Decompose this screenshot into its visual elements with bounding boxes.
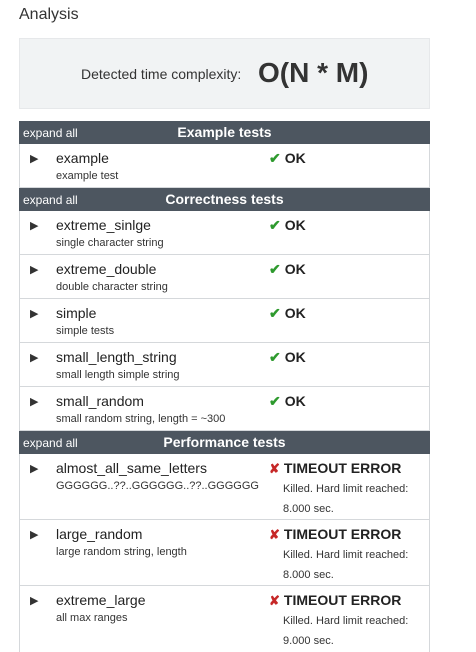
triangle-right-icon[interactable]: ▶ — [30, 308, 39, 320]
checkmark-icon: ✔ — [269, 393, 281, 409]
test-description: GGGGGG..??..GGGGGG..??..GGGGGG — [56, 480, 259, 492]
section-title: Performance tests — [163, 434, 286, 450]
test-row[interactable] — [19, 255, 430, 299]
test-name[interactable]: small_random — [56, 393, 144, 409]
triangle-right-icon[interactable]: ▶ — [30, 153, 39, 165]
test-description: example test — [56, 170, 119, 182]
test-row[interactable] — [19, 144, 430, 188]
checkmark-icon: ✔ — [269, 305, 281, 321]
test-status: ✔ OK — [269, 305, 306, 321]
test-status: ✔ OK — [269, 217, 306, 233]
section-header-performance — [19, 431, 430, 454]
checkmark-icon: ✔ — [269, 349, 281, 365]
section-header-example — [19, 121, 430, 144]
test-row[interactable] — [19, 211, 430, 255]
triangle-right-icon[interactable]: ▶ — [30, 220, 39, 232]
test-status: ✘ TIMEOUT ERROR — [269, 460, 402, 476]
test-row[interactable] — [19, 343, 430, 387]
test-description: double character string — [56, 281, 168, 293]
checkmark-icon: ✔ — [269, 261, 281, 277]
x-mark-icon: ✘ — [269, 593, 280, 608]
test-name[interactable]: extreme_large — [56, 592, 146, 608]
x-mark-icon: ✘ — [269, 461, 280, 476]
test-row[interactable] — [19, 387, 430, 431]
triangle-right-icon[interactable]: ▶ — [30, 352, 39, 364]
test-name[interactable]: large_random — [56, 526, 143, 542]
expand-all-button[interactable]: expand all — [23, 436, 78, 450]
triangle-right-icon[interactable]: ▶ — [30, 264, 39, 276]
test-name[interactable]: extreme_sinlge — [56, 217, 151, 233]
complexity-panel — [19, 38, 430, 109]
test-status: ✔ OK — [269, 150, 306, 166]
test-status: ✘ TIMEOUT ERROR — [269, 592, 402, 608]
x-mark-icon: ✘ — [269, 527, 280, 542]
triangle-right-icon[interactable]: ▶ — [30, 595, 39, 607]
section-title: Example tests — [177, 124, 272, 140]
test-description: small random string, length = ~300 — [56, 413, 226, 425]
test-name[interactable]: almost_all_same_letters — [56, 460, 207, 476]
test-status: ✘ TIMEOUT ERROR — [269, 526, 402, 542]
checkmark-icon: ✔ — [269, 217, 281, 233]
test-status: ✔ OK — [269, 349, 306, 365]
page-title: Analysis — [19, 6, 79, 23]
test-row[interactable] — [19, 299, 430, 343]
test-status: ✔ OK — [269, 393, 306, 409]
test-results — [19, 121, 430, 652]
test-description: all max ranges — [56, 612, 128, 624]
test-name[interactable]: example — [56, 150, 109, 166]
test-name[interactable]: small_length_string — [56, 349, 177, 365]
error-details: Killed. Hard limit reached: 8.000 sec. — [283, 549, 409, 581]
test-row[interactable] — [19, 586, 430, 652]
complexity-value: O(N * M) — [258, 57, 369, 88]
test-description: small length simple string — [56, 369, 180, 381]
test-status: ✔ OK — [269, 261, 306, 277]
test-name[interactable]: simple — [56, 305, 97, 321]
section-title: Correctness tests — [165, 191, 284, 207]
triangle-right-icon[interactable]: ▶ — [30, 463, 39, 475]
test-description: large random string, length — [56, 546, 187, 558]
test-row[interactable] — [19, 454, 430, 520]
triangle-right-icon[interactable]: ▶ — [30, 529, 39, 541]
expand-all-button[interactable]: expand all — [23, 193, 78, 207]
test-row[interactable] — [19, 520, 430, 586]
error-details: Killed. Hard limit reached: 8.000 sec. — [283, 483, 409, 515]
expand-all-button[interactable]: expand all — [23, 126, 78, 140]
error-details: Killed. Hard limit reached: 9.000 sec. — [283, 615, 409, 647]
test-description: single character string — [56, 237, 164, 249]
test-description: simple tests — [56, 325, 115, 337]
complexity-label: Detected time complexity: — [81, 66, 242, 82]
test-name[interactable]: extreme_double — [56, 261, 157, 277]
section-header-correctness — [19, 188, 430, 211]
triangle-right-icon[interactable]: ▶ — [30, 396, 39, 408]
checkmark-icon: ✔ — [269, 150, 281, 166]
